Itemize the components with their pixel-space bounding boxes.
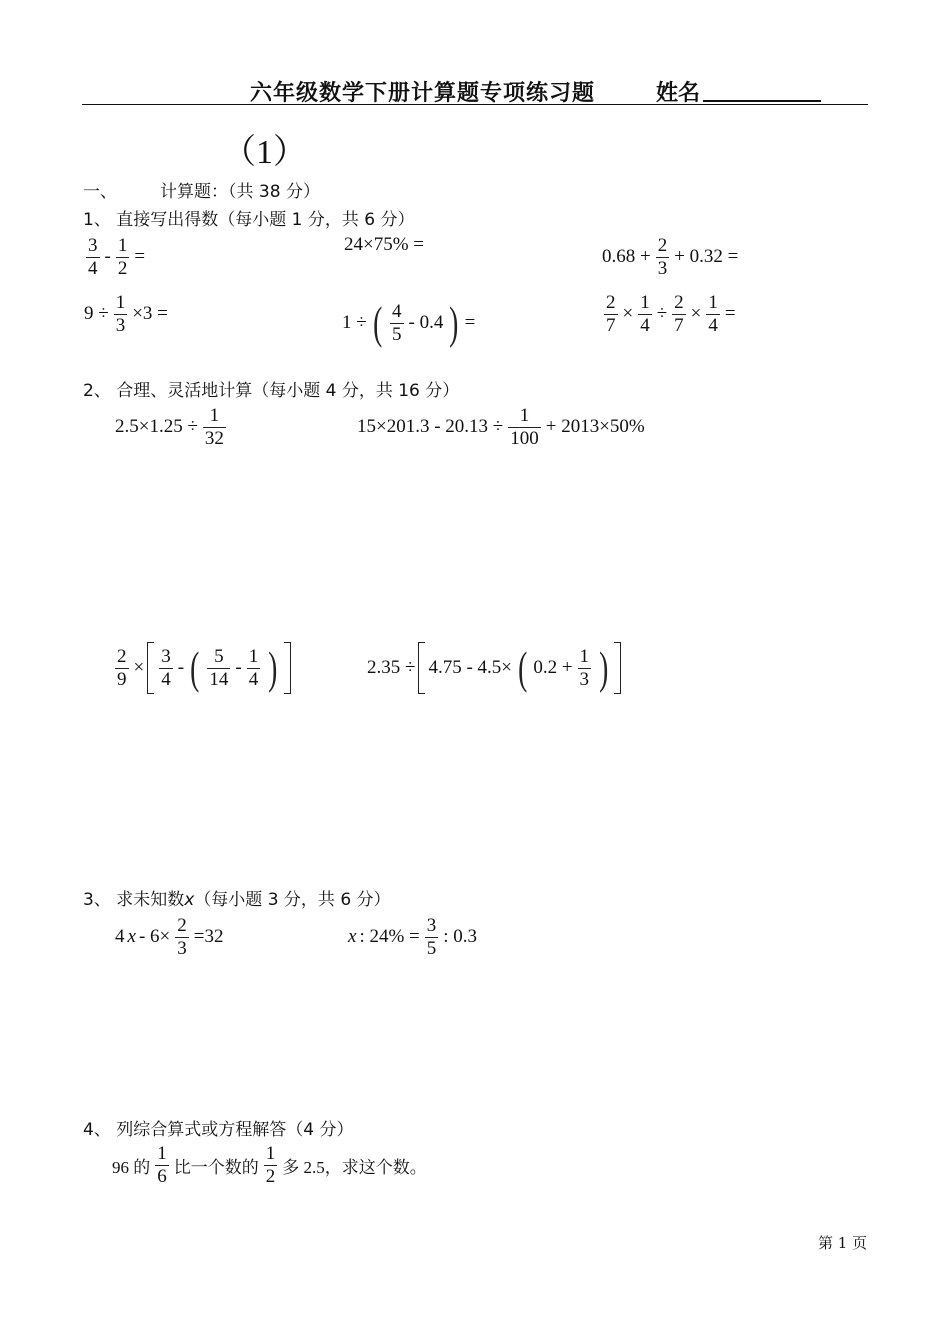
coefficient: 4 — [115, 926, 125, 948]
expression-text: : 24% = — [359, 926, 420, 948]
numerator: 1 — [519, 405, 530, 426]
operator: × — [133, 657, 145, 678]
denominator: 3 — [657, 257, 668, 279]
expression-text: 2.5×1.25 ÷ — [115, 416, 198, 438]
operator: ÷ — [656, 303, 668, 325]
q3-heading-text: 3、 求未知数 — [83, 890, 185, 910]
expression-text: 4.75 - 4.5× — [428, 657, 512, 678]
fraction — [115, 646, 129, 691]
variable: x — [127, 926, 136, 948]
fraction — [390, 301, 404, 346]
left-bracket — [418, 642, 425, 694]
expression-text: 0.68 + — [602, 246, 651, 268]
equals: = — [724, 303, 736, 325]
operator: - — [235, 657, 242, 678]
denominator: 7 — [674, 314, 684, 336]
equals: = — [464, 312, 476, 333]
expression-text: 9 ÷ — [84, 303, 109, 325]
numerator: 1 — [209, 405, 220, 426]
fraction — [638, 292, 652, 337]
left-paren: ( — [518, 642, 528, 693]
denominator: 2 — [265, 1165, 276, 1187]
denominator: 14 — [209, 668, 229, 690]
denominator: 3 — [579, 668, 590, 690]
right-paren: ) — [449, 297, 459, 348]
problem-text: 比一个数的 — [173, 1157, 259, 1177]
equals: = — [134, 246, 146, 268]
numerator: 1 — [157, 1143, 167, 1164]
q1-expr-3 — [602, 235, 738, 280]
denominator: 4 — [248, 668, 259, 690]
fraction — [656, 235, 670, 280]
denominator: 9 — [117, 668, 127, 690]
fraction — [155, 1143, 169, 1188]
name-blank-line[interactable] — [703, 100, 821, 102]
denominator: 3 — [115, 314, 126, 336]
expression-text: ×3 = — [132, 303, 168, 325]
fraction — [264, 1143, 278, 1188]
variable: x — [184, 890, 195, 910]
problem-text: 多 2.5，求这个数。 — [282, 1157, 427, 1177]
q3-heading — [83, 885, 391, 910]
expression-text: 24×75% = — [344, 234, 425, 255]
page-title: 六年级数学下册计算题专项练习题 — [250, 81, 596, 106]
numerator: 4 — [392, 300, 402, 322]
q1-expr-6 — [602, 292, 736, 337]
denominator: 4 — [161, 668, 171, 690]
denominator: 100 — [510, 427, 539, 449]
expression-text: =32 — [193, 926, 224, 948]
q1-expr-4 — [84, 292, 168, 337]
q2-heading: 2、 合理、灵活地计算（每小题 4 分，共 16 分） — [83, 381, 460, 401]
q2-expr-3 — [113, 642, 291, 694]
numerator: 1 — [708, 292, 718, 313]
numerator: 1 — [117, 235, 128, 256]
numerator: 3 — [161, 645, 171, 667]
name-label: 姓名 — [656, 81, 701, 106]
numerator: 3 — [88, 235, 98, 256]
q1-heading: 1、 直接写出得数（每小题 1 分，共 6 分） — [83, 210, 415, 230]
expression-text: : 0.3 — [443, 926, 478, 948]
worksheet-number: （1） — [222, 134, 307, 171]
denominator: 4 — [708, 314, 718, 336]
q3-expr-2 — [348, 915, 477, 960]
fraction — [175, 915, 189, 960]
problem-text: 96 的 — [112, 1157, 151, 1177]
expression-text: 15×201.3 - 20.13 ÷ — [357, 416, 504, 438]
numerator: 3 — [426, 915, 437, 936]
q4-heading: 4、 列综合算式或方程解答（4 分） — [83, 1120, 354, 1140]
fraction — [247, 646, 261, 691]
right-paren: ) — [599, 642, 609, 693]
section-number: 一、 — [83, 182, 117, 202]
left-paren: ( — [372, 297, 382, 348]
denominator: 5 — [426, 937, 437, 959]
right-paren: ) — [268, 642, 278, 693]
q2-expr-1 — [115, 405, 228, 450]
q3-heading-points: （每小题 3 分，共 6 分） — [194, 890, 391, 910]
page-number: 第 1 页 — [818, 1234, 868, 1252]
expression-text: + 2013×50% — [545, 416, 645, 438]
denominator: 2 — [117, 257, 128, 279]
section-title: 计算题：（共 38 分） — [160, 182, 320, 202]
numerator: 1 — [265, 1143, 276, 1164]
fraction — [159, 646, 173, 691]
denominator: 4 — [640, 314, 650, 336]
expression-text: 1 ÷ — [342, 312, 367, 333]
numerator: 1 — [248, 645, 259, 667]
numerator: 1 — [640, 292, 650, 313]
numerator: 5 — [214, 645, 224, 667]
numerator: 1 — [115, 292, 126, 313]
expression-text: + 0.32 = — [674, 246, 739, 268]
fraction — [706, 292, 720, 337]
fraction — [672, 292, 686, 337]
variable: x — [348, 926, 357, 948]
fraction — [114, 292, 128, 337]
q4-problem — [112, 1143, 427, 1188]
numerator: 2 — [657, 235, 668, 256]
q2-expr-2 — [357, 405, 645, 450]
q1-expr-2 — [344, 234, 424, 256]
expression-text: - 0.4 — [408, 312, 444, 333]
right-bracket — [284, 642, 291, 694]
expression-text: 2.35 ÷ — [367, 657, 416, 678]
numerator: 1 — [579, 645, 590, 667]
fraction — [425, 915, 439, 960]
denominator: 5 — [392, 323, 402, 345]
fraction — [207, 646, 230, 691]
q1-expr-1 — [84, 235, 145, 280]
q2-expr-4 — [367, 642, 621, 694]
numerator: 2 — [117, 645, 127, 667]
denominator: 7 — [606, 314, 616, 336]
operator: - — [177, 657, 185, 678]
numerator: 2 — [177, 915, 187, 936]
fraction — [578, 646, 592, 691]
numerator: 2 — [606, 292, 616, 313]
fraction — [508, 405, 541, 450]
fraction — [203, 405, 226, 450]
denominator: 6 — [157, 1165, 167, 1187]
operator: × — [690, 303, 702, 325]
fraction — [604, 292, 618, 337]
right-bracket — [614, 642, 621, 694]
numerator: 2 — [674, 292, 684, 313]
expression-text: 0.2 + — [533, 657, 573, 678]
fraction — [116, 235, 130, 280]
denominator: 4 — [88, 257, 98, 279]
denominator: 3 — [177, 937, 187, 959]
fraction — [86, 235, 100, 280]
q1-expr-5 — [342, 297, 476, 348]
header-rule — [82, 104, 868, 105]
left-paren: ( — [190, 642, 200, 693]
denominator: 32 — [204, 427, 224, 449]
q3-expr-1 — [115, 915, 223, 960]
expression-text: - 6× — [138, 926, 171, 948]
operator: × — [622, 303, 634, 325]
operator: - — [104, 246, 111, 268]
left-bracket — [147, 642, 154, 694]
